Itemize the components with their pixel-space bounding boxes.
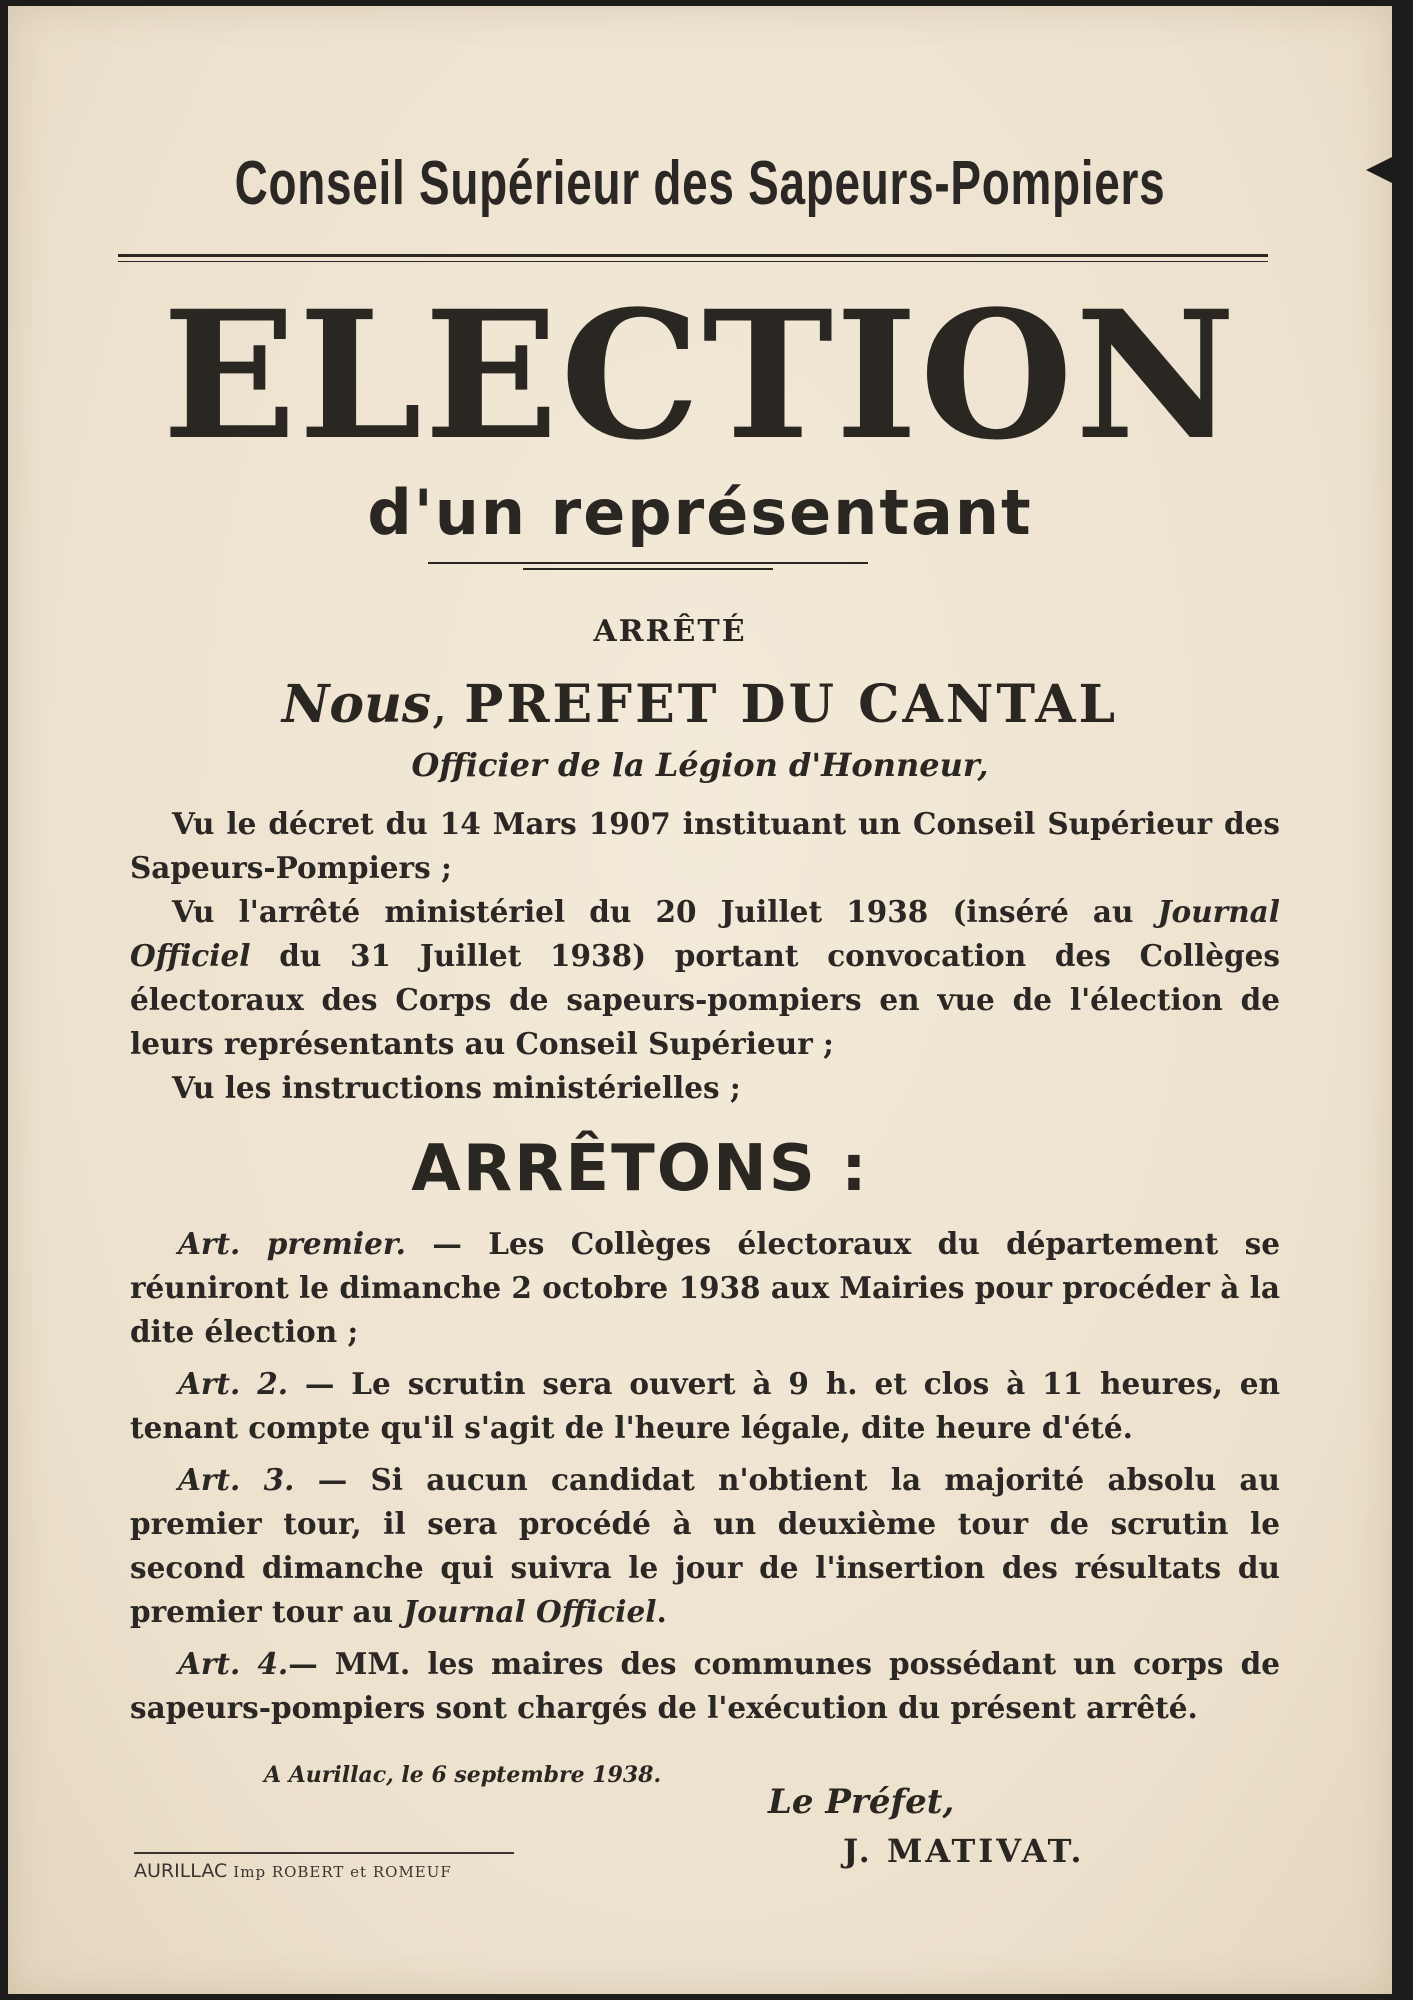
- consideration-3: Vu les instructions ministérielles ;: [172, 1070, 741, 1105]
- signature-title: Le Préfet,: [768, 1782, 955, 1822]
- prefect-line: [8, 676, 1392, 734]
- article-label: Art. premier.: [178, 1226, 406, 1261]
- consideration-1: Vu le décret du 14 Mars 1907 instituant un Conseil Supérieur des Sapeurs-Pompiers ;: [130, 806, 1280, 885]
- heading-rule-top: [118, 254, 1268, 257]
- article-label: Art. 4.: [178, 1646, 289, 1681]
- council-heading: Conseil Supérieur des Sapeurs-Pompiers: [234, 149, 1166, 218]
- article-2: Art. 2. — Le scrutin sera ouvert à 9 h. et clos à 11 heures, en tenant compte qu'il s'agit de l'heure légale, dite heure d'été.: [130, 1366, 1280, 1445]
- article-3: Art. 3. — Si aucun candidat n'obtient la majorité absolu au premier tour, il sera procédé à un deuxième tour de scrutin le second dimanche qui suivra le jour de l'insertion des résultats du premier tour au Journal Officiel.: [130, 1462, 1280, 1629]
- articles-block: [130, 1222, 1280, 1732]
- imprint-city: AURILLAC: [134, 1860, 228, 1882]
- place-date: A Aurillac, le 6 septembre 1938.: [264, 1762, 662, 1788]
- article-premier: Art. premier. — Les Collèges électoraux du département se réuniront le dimanche 2 octobre 1938 aux Mairies pour procéder à la dite élection ;: [130, 1226, 1280, 1349]
- article-label: Art. 2.: [178, 1366, 289, 1401]
- consideration-2: Vu l'arrêté ministériel du 20 Juillet 1938 (inséré au Journal Officiel du 31 Juillet 1938) portant convocation des Collèges électoraux des Corps de sapeurs-pompiers en vue de l'élection de leurs représentants au Conseil Supérieur ;: [130, 894, 1280, 1061]
- election-title: ELECTION: [162, 272, 1238, 479]
- signature-name: J. MATIVAT.: [843, 1832, 1085, 1870]
- article-label: Art. 3.: [178, 1462, 295, 1497]
- prefect-title: PREFET DU CANTAL: [464, 674, 1119, 735]
- prefect-comma: ,: [431, 675, 465, 735]
- printer-imprint: [134, 1852, 514, 1882]
- arrete-label: ARRÊTÉ: [593, 614, 747, 649]
- considerations-block: [130, 802, 1280, 1110]
- heading-rule-bottom: [118, 261, 1268, 262]
- article-4: Art. 4.— MM. les maires des communes possédant un corps de sapeurs-pompiers sont chargés de l'exécution du présent arrêté.: [130, 1646, 1280, 1725]
- prefect-officer-line: Officier de la Légion d'Honneur,: [411, 746, 989, 784]
- title-rule-1: [428, 562, 868, 564]
- torn-edge-notch: [1366, 156, 1394, 184]
- title-rule-2: [523, 568, 773, 570]
- election-subtitle: d'un représentant: [367, 476, 1033, 549]
- poster-sheet: [8, 6, 1392, 1994]
- arretons-heading: ARRÊTONS :: [411, 1132, 869, 1206]
- prefect-nous: Nous: [281, 674, 432, 735]
- imprint-printer: Imp ROBERT et ROMEUF: [233, 1863, 452, 1881]
